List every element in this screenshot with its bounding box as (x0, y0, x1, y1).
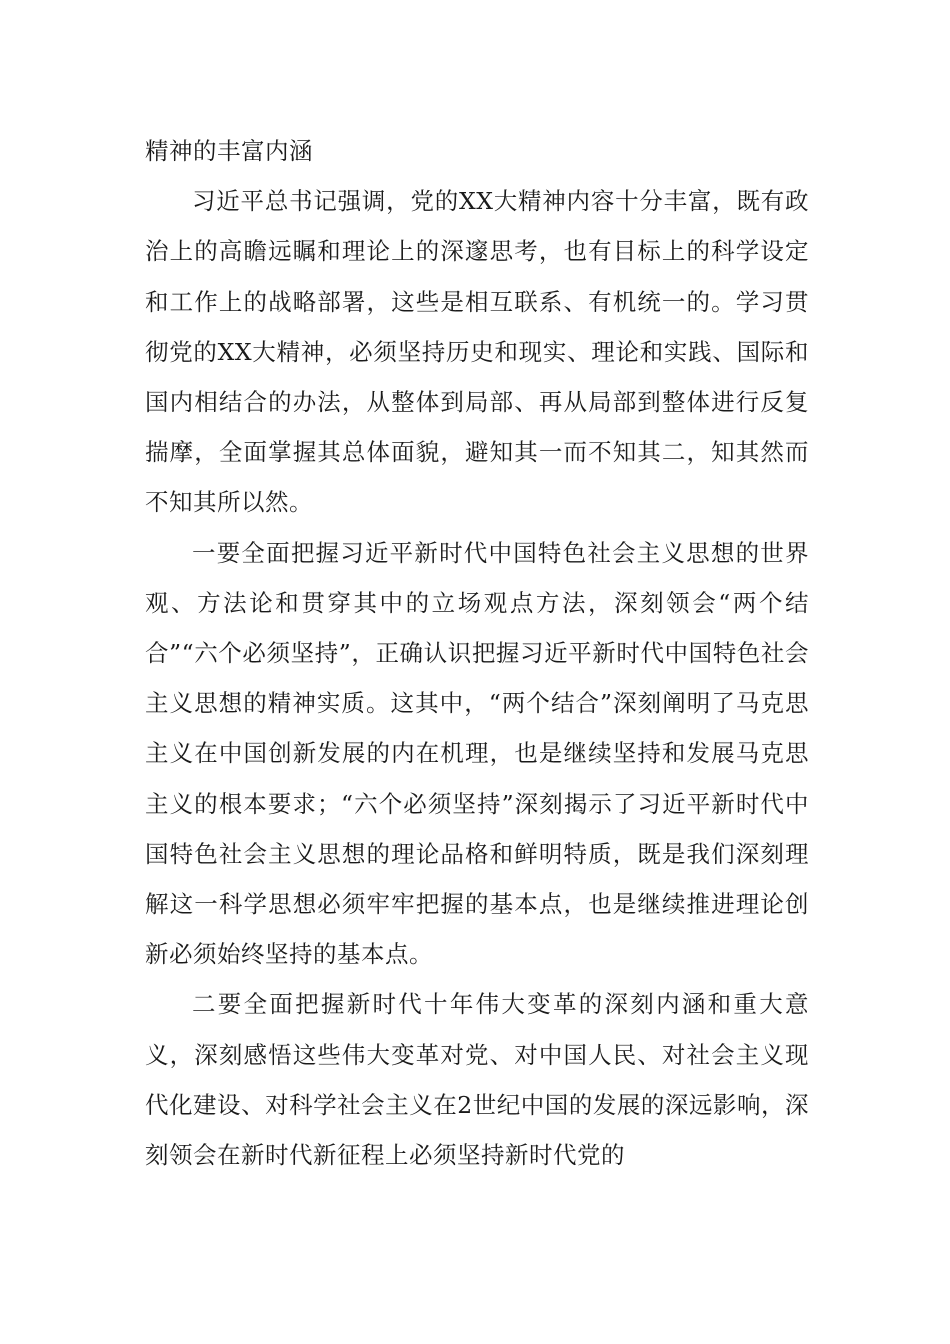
paragraph-2: 一要全面把握习近平新时代中国特色社会主义思想的世界观、方法论和贯穿其中的立场观点方法，深刻领会“两个结合”“六个必须坚持”，正确认识把握习近平新时代中国特色社会主义思想的精神实质。这其中，“两个结合”深刻阐明了马克思主义在中国创新发展的内在机理，也是继续坚持和发展马克思主义的根本要求；“六个必须坚持”深刻揭示了习近平新时代中国特色社会主义思想的理论品格和鲜明特质，既是我们深刻理解这一科学思想必须牢牢把握的基本点，也是继续推进理论创新必须始终坚持的基本点。 (145, 538, 809, 969)
lead-line: 精神的丰富内涵 (145, 137, 313, 165)
document-body (145, 126, 809, 1180)
paragraph-3: 二要全面把握新时代十年伟大变革的深刻内涵和重大意义，深刻感悟这些伟大变革对党、对中国人民、对社会主义现代化建设、对科学社会主义在2世纪中国的发展的深远影响，深刻领会在新时代新征程上必须坚持新时代党的 (145, 990, 809, 1170)
paragraph-1: 习近平总书记强调，党的XX大精神内容十分丰富，既有政治上的高瞻远瞩和理论上的深邃思考，也有目标上的科学设定和工作上的战略部署，这些是相互联系、有机统一的。学习贯彻党的XX大精神，必须坚持历史和现实、理论和实践、国际和国内相结合的办法，从整体到局部、再从局部到整体进行反复揣摩，全面掌握其总体面貌，避知其一而不知其二，知其然而不知其所以然。 (145, 187, 809, 517)
